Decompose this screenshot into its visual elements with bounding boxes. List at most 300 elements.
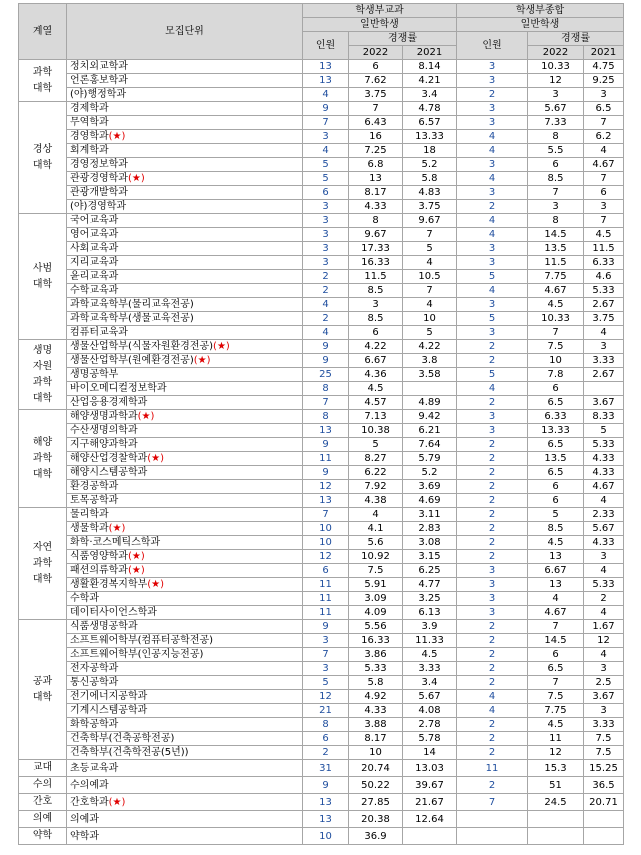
count-cell-1: 11	[303, 592, 349, 606]
ratio-2022-cell-2: 15.3	[528, 760, 584, 777]
ratio-2021-cell-1: 7	[403, 228, 457, 242]
ratio-2022-cell-2: 13	[528, 550, 584, 564]
count-cell-1: 2	[303, 270, 349, 284]
unit-name: 회계학과	[70, 145, 109, 156]
ratio-2022-cell-2: 7	[528, 326, 584, 340]
count-cell-1: 4	[303, 326, 349, 340]
ratio-2022-cell-2: 8	[528, 214, 584, 228]
table-row	[19, 794, 624, 811]
unit-name: 건축학부(건축공학전공)	[70, 733, 175, 744]
header-track2-type: 일반학생	[457, 18, 624, 32]
count-cell-1: 11	[303, 578, 349, 592]
count-cell-1: 13	[303, 494, 349, 508]
unit-name-cell	[67, 242, 303, 256]
count-cell-2: 2	[457, 634, 528, 648]
ratio-2021-cell-1: 3.11	[403, 508, 457, 522]
unit-name: (야)경영학과	[70, 201, 127, 212]
star-mark: (★)	[127, 173, 145, 184]
unit-name: 수산생명의학과	[70, 425, 138, 436]
count-cell-1: 9	[303, 340, 349, 354]
ratio-2021-cell-2: 3	[584, 550, 624, 564]
ratio-2021-cell-2: 7	[584, 214, 624, 228]
unit-name-cell	[67, 256, 303, 270]
unit-name: 윤리교육과	[70, 271, 119, 282]
unit-name-cell	[67, 494, 303, 508]
ratio-2022-cell-2: 8	[528, 130, 584, 144]
ratio-2021-cell-2: 15.25	[584, 760, 624, 777]
ratio-2021-cell-2: 7.5	[584, 746, 624, 760]
ratio-2021-cell-2	[584, 811, 624, 828]
count-cell-2: 4	[457, 214, 528, 228]
count-cell-1: 10	[303, 828, 349, 845]
table-row	[19, 214, 624, 228]
count-cell-1: 5	[303, 158, 349, 172]
count-cell-1: 11	[303, 606, 349, 620]
ratio-2021-cell-2: 20.71	[584, 794, 624, 811]
unit-name: 토목공학과	[70, 495, 119, 506]
unit-name: 경영정보학과	[70, 159, 128, 170]
ratio-2021-cell-1: 6.21	[403, 424, 457, 438]
unit-name-cell	[67, 158, 303, 172]
ratio-2022-cell-1: 8.27	[349, 452, 403, 466]
ratio-2021-cell-1: 5	[403, 326, 457, 340]
count-cell-2: 2	[457, 200, 528, 214]
table-row	[19, 777, 624, 794]
ratio-2022-cell-1: 4.09	[349, 606, 403, 620]
count-cell-2: 5	[457, 270, 528, 284]
unit-name-cell	[67, 794, 303, 811]
ratio-2021-cell-1	[403, 828, 457, 845]
category-cell: 약학	[19, 828, 67, 845]
unit-name-cell	[67, 634, 303, 648]
ratio-2021-cell-2: 4.5	[584, 228, 624, 242]
count-cell-2: 3	[457, 578, 528, 592]
ratio-2022-cell-2: 7.33	[528, 116, 584, 130]
ratio-2021-cell-1: 3.9	[403, 620, 457, 634]
count-cell-1: 8	[303, 718, 349, 732]
count-cell-1: 6	[303, 732, 349, 746]
ratio-2021-cell-1: 3.8	[403, 354, 457, 368]
table-row	[19, 130, 624, 144]
ratio-2021-cell-1: 6.57	[403, 116, 457, 130]
count-cell-2: 2	[457, 676, 528, 690]
ratio-2021-cell-1: 4	[403, 256, 457, 270]
table-row	[19, 368, 624, 382]
ratio-2021-cell-1: 13.03	[403, 760, 457, 777]
count-cell-2: 2	[457, 466, 528, 480]
unit-name-cell	[67, 326, 303, 340]
count-cell-1: 11	[303, 452, 349, 466]
count-cell-1: 3	[303, 256, 349, 270]
count-cell-2: 3	[457, 606, 528, 620]
category-cell: 수의	[19, 777, 67, 794]
unit-name: 초등교육과	[70, 762, 119, 774]
table-row	[19, 242, 624, 256]
ratio-2022-cell-2: 4.67	[528, 284, 584, 298]
unit-name: 통신공학과	[70, 677, 119, 688]
ratio-2022-cell-1: 5.33	[349, 662, 403, 676]
count-cell-1: 9	[303, 354, 349, 368]
header-track2: 학생부종합	[457, 4, 624, 18]
ratio-2022-cell-1: 27.85	[349, 794, 403, 811]
unit-name-cell	[67, 452, 303, 466]
ratio-2022-cell-2: 4.5	[528, 536, 584, 550]
ratio-2021-cell-1: 11.33	[403, 634, 457, 648]
ratio-2021-cell-1: 6.13	[403, 606, 457, 620]
ratio-2022-cell-2: 4	[528, 592, 584, 606]
count-cell-1: 4	[303, 298, 349, 312]
unit-name-cell	[67, 228, 303, 242]
header-year-2022-2: 2022	[528, 46, 584, 60]
unit-name-cell	[67, 144, 303, 158]
ratio-2022-cell-2: 13	[528, 578, 584, 592]
ratio-2022-cell-1: 5.91	[349, 578, 403, 592]
table-row	[19, 88, 624, 102]
ratio-2021-cell-2: 4.67	[584, 158, 624, 172]
ratio-2022-cell-2: 7.8	[528, 368, 584, 382]
ratio-2022-cell-1: 5.8	[349, 676, 403, 690]
count-cell-2: 4	[457, 704, 528, 718]
table-row	[19, 452, 624, 466]
count-cell-2: 3	[457, 242, 528, 256]
ratio-2022-cell-2: 7.75	[528, 270, 584, 284]
ratio-2022-cell-2: 8.5	[528, 172, 584, 186]
ratio-2022-cell-2: 6	[528, 158, 584, 172]
table-row	[19, 396, 624, 410]
ratio-2022-cell-1: 9.67	[349, 228, 403, 242]
count-cell-1: 10	[303, 536, 349, 550]
ratio-2021-cell-1: 5.78	[403, 732, 457, 746]
ratio-2022-cell-1: 7.62	[349, 74, 403, 88]
star-mark: (★)	[108, 523, 126, 534]
count-cell-1: 3	[303, 662, 349, 676]
ratio-2021-cell-2: 2.33	[584, 508, 624, 522]
ratio-2022-cell-2: 6.5	[528, 396, 584, 410]
count-cell-2: 2	[457, 746, 528, 760]
table-row	[19, 480, 624, 494]
ratio-2021-cell-1: 4.21	[403, 74, 457, 88]
count-cell-1: 10	[303, 522, 349, 536]
table-row	[19, 172, 624, 186]
ratio-2022-cell-1: 10	[349, 746, 403, 760]
ratio-2022-cell-1: 16.33	[349, 634, 403, 648]
table-row	[19, 354, 624, 368]
ratio-2021-cell-2: 4.33	[584, 466, 624, 480]
unit-name: 물리학과	[70, 509, 109, 520]
ratio-2022-cell-2: 6.33	[528, 410, 584, 424]
ratio-2021-cell-1: 5.2	[403, 466, 457, 480]
ratio-2021-cell-1: 14	[403, 746, 457, 760]
unit-name: 식품생명공학과	[70, 621, 138, 632]
ratio-2021-cell-2: 1.67	[584, 620, 624, 634]
ratio-2021-cell-1: 6.25	[403, 564, 457, 578]
unit-name: 소프트웨어학부(컴퓨터공학전공)	[70, 635, 214, 646]
table-row	[19, 606, 624, 620]
header-count-2: 인원	[457, 32, 528, 60]
ratio-2021-cell-1: 10	[403, 312, 457, 326]
ratio-2021-cell-2: 6.2	[584, 130, 624, 144]
count-cell-1: 7	[303, 648, 349, 662]
table-row	[19, 760, 624, 777]
ratio-2021-cell-2: 2	[584, 592, 624, 606]
ratio-2021-cell-2: 4.33	[584, 452, 624, 466]
unit-name: 정치외교학과	[70, 61, 128, 72]
competition-ratio-table-frame	[18, 3, 624, 845]
unit-name: 경제학과	[70, 103, 109, 114]
unit-name-cell	[67, 522, 303, 536]
unit-name-cell	[67, 536, 303, 550]
ratio-2021-cell-2: 4	[584, 326, 624, 340]
count-cell-2: 2	[457, 536, 528, 550]
count-cell-2: 2	[457, 648, 528, 662]
star-mark: (★)	[147, 579, 165, 590]
unit-name: 사회교육과	[70, 243, 119, 254]
count-cell-1: 2	[303, 746, 349, 760]
count-cell-1: 9	[303, 102, 349, 116]
ratio-2022-cell-1: 7	[349, 102, 403, 116]
count-cell-2: 5	[457, 312, 528, 326]
ratio-2021-cell-1: 4.08	[403, 704, 457, 718]
table-row	[19, 690, 624, 704]
count-cell-2: 4	[457, 172, 528, 186]
count-cell-2: 11	[457, 760, 528, 777]
ratio-2021-cell-1: 4.78	[403, 102, 457, 116]
ratio-2022-cell-1: 16.33	[349, 256, 403, 270]
unit-name-cell	[67, 284, 303, 298]
unit-name-cell	[67, 60, 303, 74]
unit-name-cell	[67, 718, 303, 732]
unit-name: 수학교육과	[70, 285, 119, 296]
star-mark: (★)	[147, 453, 165, 464]
count-cell-2: 4	[457, 228, 528, 242]
unit-name: 전기에너지공학과	[70, 691, 148, 702]
table-row	[19, 410, 624, 424]
table-row	[19, 662, 624, 676]
ratio-2022-cell-1: 6	[349, 326, 403, 340]
ratio-2021-cell-1: 2.83	[403, 522, 457, 536]
ratio-2021-cell-2: 3	[584, 662, 624, 676]
count-cell-2: 3	[457, 326, 528, 340]
count-cell-2: 3	[457, 424, 528, 438]
ratio-2021-cell-2: 7	[584, 172, 624, 186]
ratio-2021-cell-2: 11.5	[584, 242, 624, 256]
count-cell-2: 3	[457, 102, 528, 116]
count-cell-2: 2	[457, 452, 528, 466]
count-cell-2: 3	[457, 410, 528, 424]
count-cell-1: 13	[303, 60, 349, 74]
ratio-2021-cell-2: 12	[584, 634, 624, 648]
ratio-2021-cell-1: 13.33	[403, 130, 457, 144]
count-cell-2: 3	[457, 60, 528, 74]
ratio-2021-cell-1: 5	[403, 242, 457, 256]
table-row	[19, 578, 624, 592]
unit-name-cell	[67, 424, 303, 438]
unit-name-cell	[67, 368, 303, 382]
ratio-2022-cell-1: 8.5	[349, 284, 403, 298]
ratio-2021-cell-2: 3.67	[584, 396, 624, 410]
count-cell-1: 25	[303, 368, 349, 382]
unit-name-cell	[67, 200, 303, 214]
count-cell-2: 2	[457, 88, 528, 102]
star-mark: (★)	[108, 796, 126, 808]
unit-name-cell	[67, 508, 303, 522]
ratio-2021-cell-1: 3.69	[403, 480, 457, 494]
unit-name: 해양산업경찰학과	[70, 453, 148, 464]
ratio-2021-cell-2: 6.5	[584, 102, 624, 116]
unit-name: 화학공학과	[70, 719, 119, 730]
table-body	[19, 60, 624, 845]
count-cell-2: 4	[457, 144, 528, 158]
count-cell-2: 3	[457, 298, 528, 312]
ratio-2022-cell-1: 4.1	[349, 522, 403, 536]
count-cell-2: 2	[457, 438, 528, 452]
ratio-2021-cell-1: 18	[403, 144, 457, 158]
ratio-2021-cell-2: 36.5	[584, 777, 624, 794]
ratio-2022-cell-2: 6	[528, 494, 584, 508]
ratio-2022-cell-2: 24.5	[528, 794, 584, 811]
ratio-2022-cell-2: 3	[528, 88, 584, 102]
unit-name-cell	[67, 811, 303, 828]
table-row	[19, 312, 624, 326]
ratio-2022-cell-1: 4	[349, 508, 403, 522]
unit-name-cell	[67, 732, 303, 746]
unit-name-cell	[67, 620, 303, 634]
unit-name: 지리교육과	[70, 257, 119, 268]
ratio-2022-cell-1: 3.09	[349, 592, 403, 606]
ratio-2022-cell-2: 6.67	[528, 564, 584, 578]
count-cell-1: 13	[303, 794, 349, 811]
ratio-2021-cell-2: 5.33	[584, 578, 624, 592]
table-row	[19, 438, 624, 452]
unit-name: 생활환경복지학부	[70, 579, 148, 590]
ratio-2022-cell-1: 20.38	[349, 811, 403, 828]
unit-name-cell	[67, 88, 303, 102]
table-row	[19, 326, 624, 340]
category-cell: 경상 대학	[19, 102, 67, 214]
table-row	[19, 732, 624, 746]
count-cell-2: 2	[457, 340, 528, 354]
table-row	[19, 522, 624, 536]
unit-name-cell	[67, 410, 303, 424]
table-row	[19, 284, 624, 298]
table-row	[19, 340, 624, 354]
ratio-2022-cell-2: 14.5	[528, 228, 584, 242]
ratio-2022-cell-1: 50.22	[349, 777, 403, 794]
count-cell-1: 7	[303, 116, 349, 130]
unit-name-cell	[67, 396, 303, 410]
table-row	[19, 634, 624, 648]
unit-name-cell	[67, 578, 303, 592]
ratio-2022-cell-2: 6	[528, 382, 584, 396]
category-cell: 해양 과학 대학	[19, 410, 67, 508]
unit-name: 해양생명과학과	[70, 411, 138, 422]
ratio-2022-cell-2: 7.5	[528, 690, 584, 704]
star-mark: (★)	[127, 551, 145, 562]
count-cell-1: 13	[303, 74, 349, 88]
unit-name-cell	[67, 130, 303, 144]
star-mark: (★)	[108, 131, 126, 142]
count-cell-2: 4	[457, 284, 528, 298]
ratio-2021-cell-1: 5.8	[403, 172, 457, 186]
ratio-2021-cell-1: 4.22	[403, 340, 457, 354]
unit-name-cell	[67, 676, 303, 690]
unit-name-cell	[67, 550, 303, 564]
star-mark: (★)	[127, 565, 145, 576]
ratio-2021-cell-2: 6.33	[584, 256, 624, 270]
ratio-2021-cell-2: 3.33	[584, 354, 624, 368]
table-row	[19, 676, 624, 690]
unit-name-cell	[67, 172, 303, 186]
count-cell-2: 3	[457, 256, 528, 270]
ratio-2021-cell-1	[403, 382, 457, 396]
ratio-2022-cell-1: 8.17	[349, 186, 403, 200]
count-cell-1: 6	[303, 186, 349, 200]
unit-name: 과학교육학부(생물교육전공)	[70, 313, 194, 324]
ratio-2022-cell-1: 13	[349, 172, 403, 186]
ratio-2022-cell-1: 4.33	[349, 200, 403, 214]
count-cell-1: 12	[303, 690, 349, 704]
ratio-2022-cell-2: 6.5	[528, 662, 584, 676]
ratio-2021-cell-2: 2.67	[584, 298, 624, 312]
ratio-2021-cell-2: 7	[584, 116, 624, 130]
unit-name-cell	[67, 648, 303, 662]
count-cell-2: 2	[457, 480, 528, 494]
ratio-2022-cell-2: 5.67	[528, 102, 584, 116]
ratio-2022-cell-2: 12	[528, 74, 584, 88]
ratio-2022-cell-2: 13.33	[528, 424, 584, 438]
table-row	[19, 382, 624, 396]
count-cell-2: 2	[457, 354, 528, 368]
ratio-2022-cell-1: 6.43	[349, 116, 403, 130]
ratio-2022-cell-2: 51	[528, 777, 584, 794]
unit-name: 기계시스템공학과	[70, 705, 148, 716]
category-cell: 교대	[19, 760, 67, 777]
table-row	[19, 494, 624, 508]
ratio-2021-cell-1: 3.33	[403, 662, 457, 676]
unit-name-cell	[67, 382, 303, 396]
unit-name: 간호학과	[70, 796, 109, 808]
ratio-2022-cell-1: 16	[349, 130, 403, 144]
ratio-2022-cell-2: 8.5	[528, 522, 584, 536]
ratio-2021-cell-1: 3.25	[403, 592, 457, 606]
star-mark: (★)	[193, 355, 211, 366]
ratio-2021-cell-1: 21.67	[403, 794, 457, 811]
header-ratio-2: 경쟁률	[528, 32, 624, 46]
unit-name: 영어교육과	[70, 229, 119, 240]
ratio-2022-cell-2: 10.33	[528, 60, 584, 74]
unit-name: (야)행정학과	[70, 89, 127, 100]
ratio-2021-cell-1: 8.14	[403, 60, 457, 74]
unit-name-cell	[67, 354, 303, 368]
ratio-2022-cell-2: 5.5	[528, 144, 584, 158]
unit-name-cell	[67, 270, 303, 284]
ratio-2022-cell-2: 6	[528, 480, 584, 494]
count-cell-2: 2	[457, 732, 528, 746]
ratio-2022-cell-2: 4.67	[528, 606, 584, 620]
ratio-2021-cell-1: 5.2	[403, 158, 457, 172]
unit-name-cell	[67, 102, 303, 116]
table-row	[19, 811, 624, 828]
header-ratio-1: 경쟁률	[349, 32, 457, 46]
ratio-2022-cell-2: 7	[528, 620, 584, 634]
ratio-2022-cell-2: 11	[528, 732, 584, 746]
unit-name: 건축학부(건축학전공(5년))	[70, 747, 189, 758]
ratio-2022-cell-1: 5.56	[349, 620, 403, 634]
count-cell-2: 2	[457, 718, 528, 732]
ratio-2021-cell-2: 8.33	[584, 410, 624, 424]
count-cell-1: 2	[303, 312, 349, 326]
unit-name: 화학·코스메틱스학과	[70, 537, 161, 548]
